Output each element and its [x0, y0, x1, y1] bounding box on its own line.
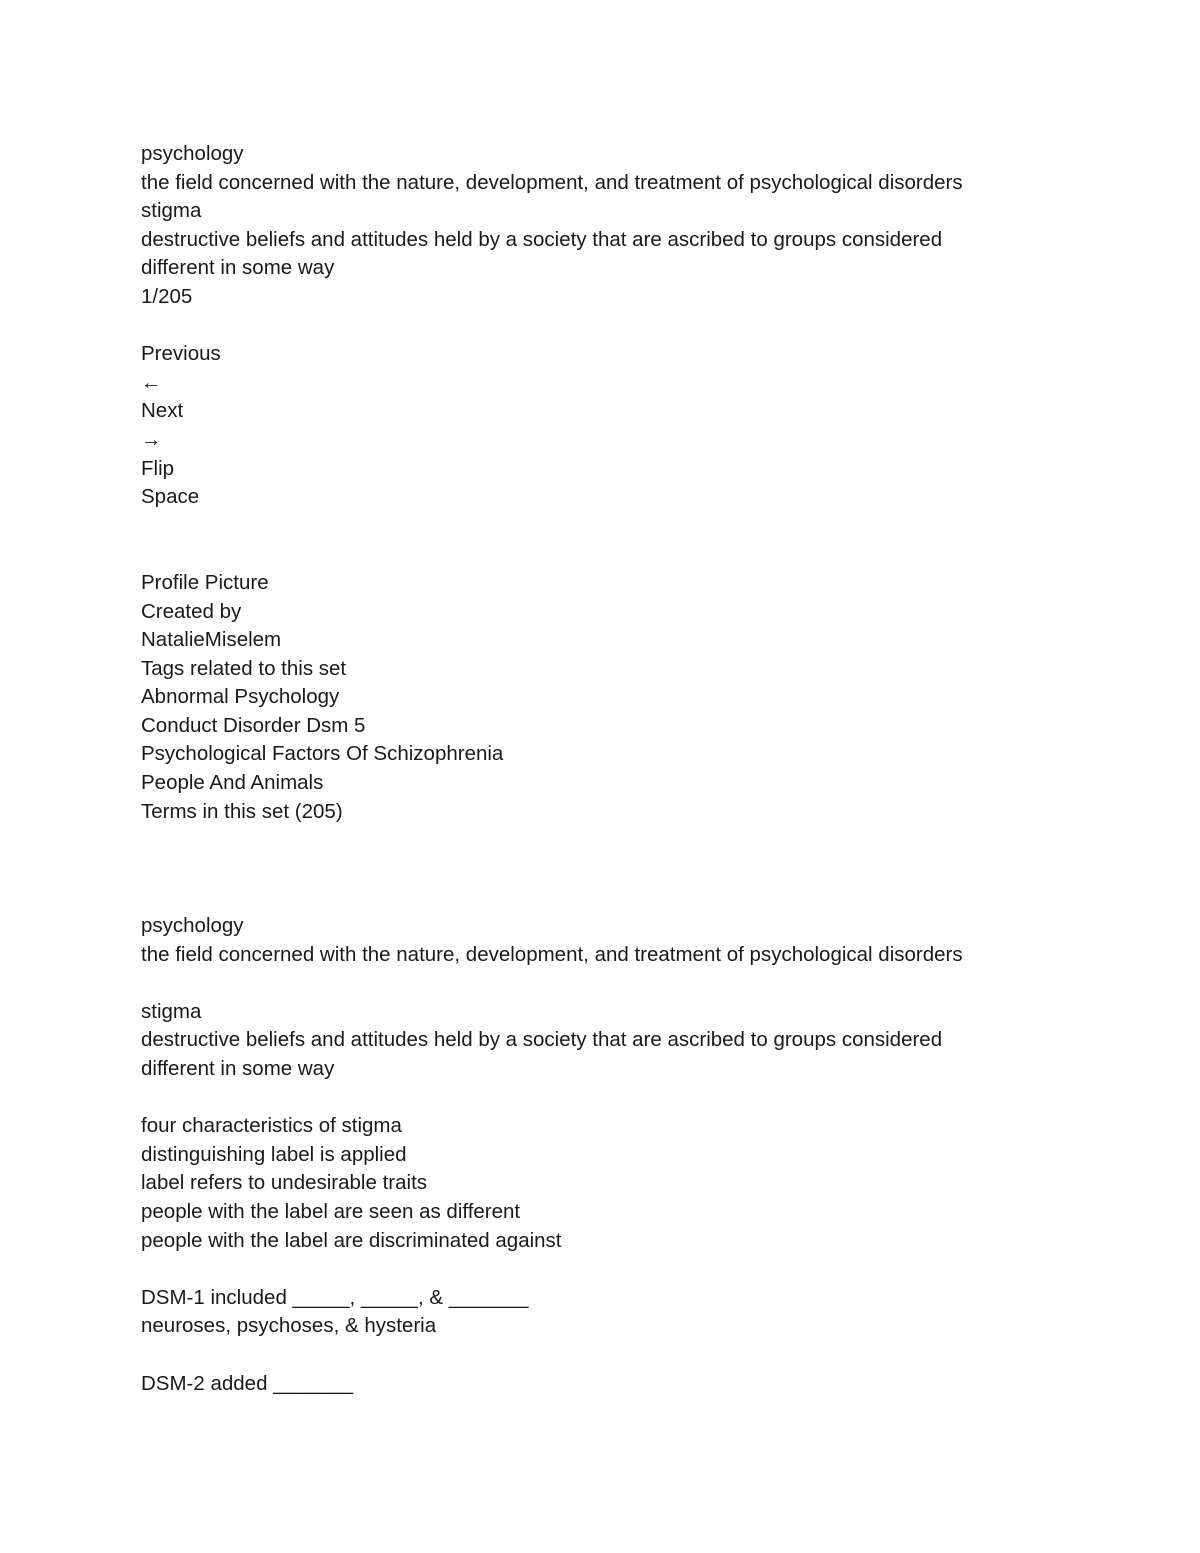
space-key-hint: Space [141, 485, 200, 509]
tag-link[interactable]: Psychological Factors Of Schizophrenia [141, 742, 504, 766]
tag-link[interactable]: People And Animals [141, 771, 324, 795]
card-counter: 1/205 [141, 284, 193, 308]
next-button[interactable]: Next [141, 399, 184, 423]
term-word: stigma [141, 999, 202, 1023]
term-item [141, 1284, 1041, 1341]
tag-link[interactable]: Abnormal Psychology [141, 685, 340, 709]
tag-link[interactable]: Conduct Disorder Dsm 5 [141, 713, 366, 737]
term-definition: different in some way [141, 1057, 335, 1081]
profile-picture[interactable]: Profile Picture [141, 570, 269, 594]
term-definition: people with the label are seen as different [141, 1199, 521, 1223]
right-arrow-icon: → [141, 427, 162, 451]
creator-info [141, 569, 1041, 655]
terms-list [141, 912, 1041, 1398]
term-word: DSM-2 added _______ [141, 1371, 353, 1395]
flashcard-controls [141, 340, 1041, 512]
flip-button[interactable]: Flip [141, 456, 175, 480]
term-word: DSM-1 included _____, _____, & _______ [141, 1285, 529, 1309]
flashcard-back-definition-line-1: destructive beliefs and attitudes held by a society that are ascribed to groups considered [141, 227, 943, 251]
previous-button[interactable]: Previous [141, 342, 221, 366]
term-definition: destructive beliefs and attitudes held by a society that are ascribed to groups considered [141, 1028, 943, 1052]
flashcard-back-term: stigma [141, 199, 202, 223]
term-definition: distinguishing label is applied [141, 1142, 407, 1166]
document-page [141, 140, 1041, 1398]
flashcard[interactable] [141, 140, 1041, 283]
term-word: psychology [141, 914, 244, 938]
left-arrow-icon: ← [141, 370, 162, 394]
flashcard-back-definition-line-2: different in some way [141, 256, 335, 280]
term-definition: neuroses, psychoses, & hysteria [141, 1314, 437, 1338]
tags-heading: Tags related to this set [141, 656, 347, 680]
creator-username-link[interactable]: NatalieMiselem [141, 628, 282, 652]
term-item [141, 998, 1041, 1084]
term-item [141, 1112, 1041, 1255]
flashcard-definition: the field concerned with the nature, development, and treatment of psychological disorders [141, 170, 963, 194]
term-definition: the field concerned with the nature, development, and treatment of psychological disorders [141, 942, 963, 966]
created-by-label: Created by [141, 599, 242, 623]
term-item [141, 1370, 1041, 1399]
term-item [141, 912, 1041, 969]
term-definition: label refers to undesirable traits [141, 1171, 428, 1195]
term-word: four characteristics of stigma [141, 1114, 402, 1138]
terms-heading: Terms in this set (205) [141, 799, 343, 823]
tags-section [141, 655, 1041, 798]
flashcard-term: psychology [141, 142, 244, 165]
term-definition: people with the label are discriminated against [141, 1228, 562, 1252]
